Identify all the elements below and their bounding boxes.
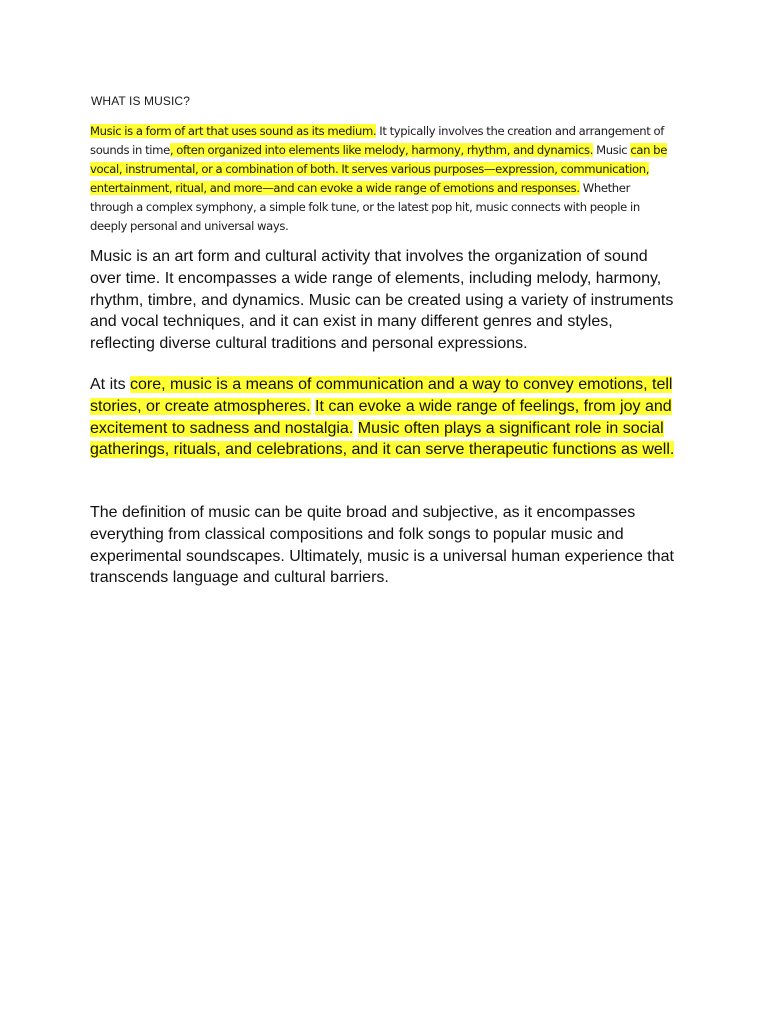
highlighted-text: , often organized into elements like melody, harmony, rhythm, and dynamics.	[169, 143, 594, 157]
plain-text: It typically involves the creation and arrangement of sounds in time	[90, 124, 664, 157]
conclusion-paragraph: The definition of music can be quite broad and subjective, as it encompasses everything from classical compositions and folk songs to popular music and experimental soundscapes. Ultimately, music is a universal human experience that transcends language and cultural barriers.	[90, 504, 674, 587]
highlighted-text: can be vocal, instrumental, or a combination of both. It serves various purposes—expression, communication, entertainment, ritual, and more—and can evoke a wide range of emotions and responses.	[90, 143, 667, 195]
plain-text: Music	[593, 143, 631, 157]
core-paragraph	[90, 374, 680, 461]
definition-paragraph: Music is an art form and cultural activity that involves the organization of sound over time. It encompasses a wide range of elements, including melody, harmony, rhythm, timbre, and dynamics. Music can be created using a variety of instruments and vocal techniques, and it can exist in many different genres and styles, reflecting diverse cultural traditions and personal expressions.	[90, 248, 674, 353]
highlighted-text: Music is a form of art that uses sound as its medium.	[90, 124, 377, 138]
highlighted-text: Music often plays a significant role in social gatherings, rituals, and celebrations, and it can serve therapeutic functions as well.	[90, 419, 675, 459]
plain-text: At its	[90, 376, 131, 393]
intro-paragraph	[90, 122, 676, 236]
highlighted-text: core, music is a means of communication and a way to convey emotions, tell stories, or create atmospheres.	[90, 376, 673, 415]
highlighted-text: It can evoke a wide range of feelings, from joy and excitement to sadness and nostalgia.	[90, 397, 672, 437]
document-title: WHAT IS MUSIC?	[91, 94, 190, 108]
plain-text: Whether through a complex symphony, a simple folk tune, or the latest pop hit, music connects with people in deeply personal and universal ways.	[90, 181, 640, 233]
